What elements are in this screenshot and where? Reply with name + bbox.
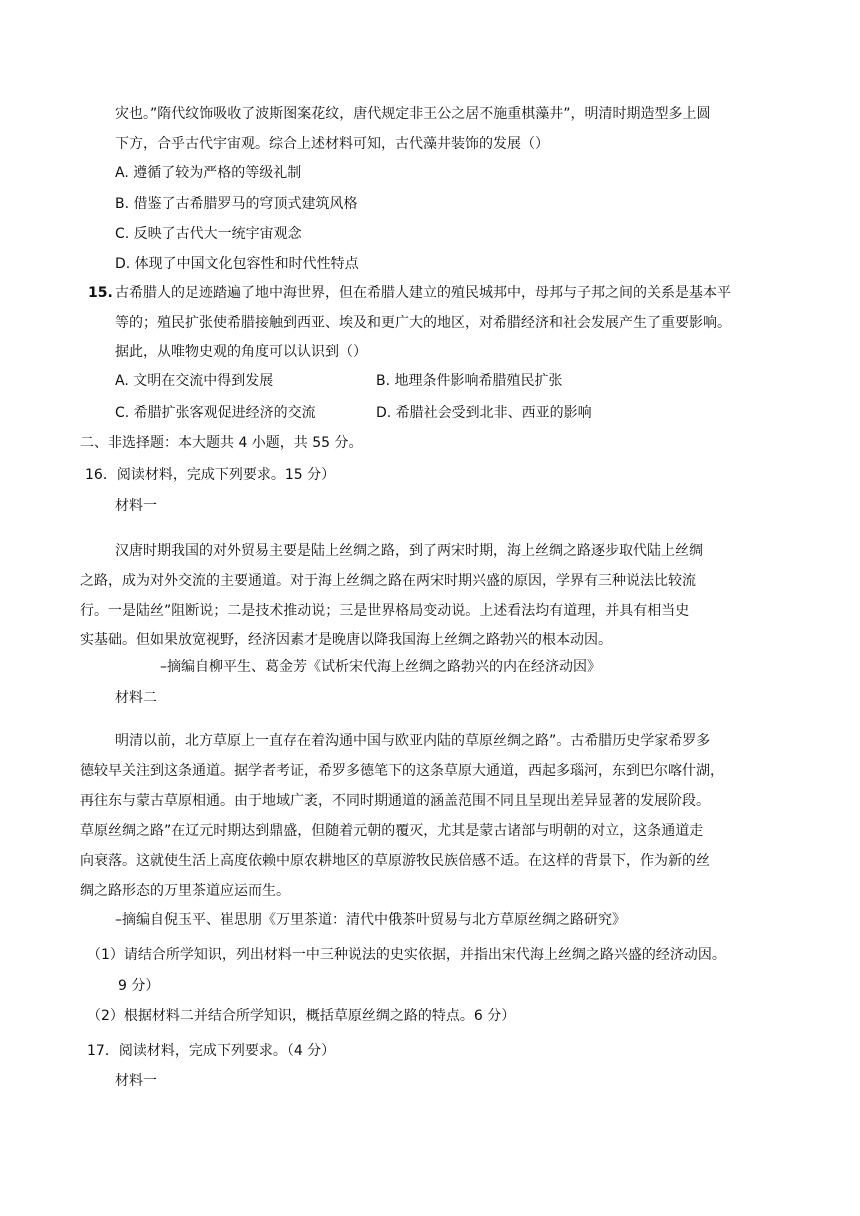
q16-material-2-source: –摘编自倪玉平、崔思朋《万里茶道：清代中俄茶叶贸易与北方草原丝绸之路研究》 (115, 912, 626, 928)
q16-material-1-line-2: 之路，成为对外交流的主要通道。对于海上丝绸之路在两宋时期兴盛的原因，学界有三种说法比较流 (80, 573, 696, 589)
q16-subquestion-1-line-2: 9 分） (118, 978, 160, 994)
q15-stem-line-2: 等的；殖民扩张使希腊接触到西亚、埃及和更广大的地区，对希腊经济和社会发展产生了重要影响。 (115, 315, 731, 331)
q14-option-c: C. 反映了古代大一统宇宙观念 (115, 226, 302, 242)
q16-material-2-line-5: 向衰落。这就使生活上高度依赖中原农耕地区的草原游牧民族倍感不适。在这样的背景下，作为新的丝 (80, 853, 710, 869)
q16-material-1-line-3: 行。一是陆丝”阻断说；二是技术推动说；三是世界格局变动说。上述看法均有道理，并具有相当史 (80, 603, 690, 619)
q16-material-2-line-2: 德较早关注到这条通道。据学者考证，希罗多德笔下的这条草原大通道，西起多瑙河，东到巴尔喀什湖， (80, 763, 724, 779)
q16-subquestion-2: （2）根据材料二并结合所学知识，概括草原丝绸之路的特点。6 分） (87, 1008, 516, 1024)
q14-stem-line-2: 下方，合乎古代宇宙观。综合上述材料可知，古代藻井装饰的发展（） (115, 136, 549, 152)
q15-option-a: A. 文明在交流中得到发展 (115, 373, 274, 389)
q16-material-2-line-6: 绸之路形态的万里茶道应运而生。 (80, 883, 290, 899)
q16-material-1-source: –摘编自柳平生、葛金芳《试析宋代海上丝绸之路勃兴的内在经济动因》 (160, 659, 601, 675)
q16-material-1-line-4: 实基础。但如果放宽视野，经济因素才是晚唐以降我国海上丝绸之路勃兴的根本动因。 (80, 632, 612, 648)
q16-material-1-label: 材料一 (115, 498, 157, 514)
q15-option-b: B. 地理条件影响希腊殖民扩张 (376, 373, 563, 389)
q14-option-a: A. 遵循了较为严格的等级礼制 (115, 165, 302, 181)
q15-number: 15. (88, 285, 113, 301)
q16-subquestion-1-line-1: （1）请结合所学知识，列出材料一中三种说法的史实依据，并指出宋代海上丝绸之路兴盛的经济动因。 (87, 947, 726, 963)
q16-material-2-line-3: 再往东与蒙古草原相通。由于地域广袤，不同时期通道的涵盖范围不同且呈现出差异显著的发展阶段。 (80, 793, 710, 809)
q15-option-d: D. 希腊社会受到北非、西亚的影响 (376, 405, 592, 421)
q15-stem-line-1: 古希腊人的足迹踏遍了地中海世界，但在希腊人建立的殖民城邦中，母邦与子邦之间的关系是基本平 (115, 285, 731, 301)
q17-material-1-label: 材料一 (115, 1073, 157, 1089)
q14-option-b: B. 借鉴了古希腊罗马的穹顶式建筑风格 (115, 196, 358, 212)
q17-title: 17．阅读材料，完成下列要求。（4 分） (87, 1043, 336, 1059)
q16-title: 16．阅读材料，完成下列要求。15 分） (85, 467, 336, 483)
q14-option-d: D. 体现了中国文化包容性和时代性特点 (115, 256, 359, 272)
q16-material-1-line-1: 汉唐时期我国的对外贸易主要是陆上丝绸之路，到了两宋时期，海上丝绸之路逐步取代陆上丝绸 (115, 543, 703, 559)
q16-material-2-line-4: 草原丝绸之路”在辽元时期达到鼎盛，但随着元朝的覆灭，尤其是蒙古诸部与明朝的对立，这条通道走 (80, 823, 704, 839)
section-2-heading: 二、非选择题：本大题共 4 小题，共 55 分。 (80, 435, 363, 451)
q14-stem-line-1: 灾也。”隋代纹饰吸收了波斯图案花纹，唐代规定非王公之居不施重棋藻井”，明清时期造型多上圆 (115, 106, 711, 122)
q15-stem-line-3: 据此，从唯物史观的角度可以认识到（） (115, 344, 367, 360)
q16-material-2-label: 材料二 (115, 690, 157, 706)
q16-material-2-line-1: 明清以前，北方草原上一直存在着沟通中国与欧亚内陆的草原丝绸之路”。古希腊历史学家希罗多 (115, 733, 711, 749)
q15-option-c: C. 希腊扩张客观促进经济的交流 (115, 405, 316, 421)
